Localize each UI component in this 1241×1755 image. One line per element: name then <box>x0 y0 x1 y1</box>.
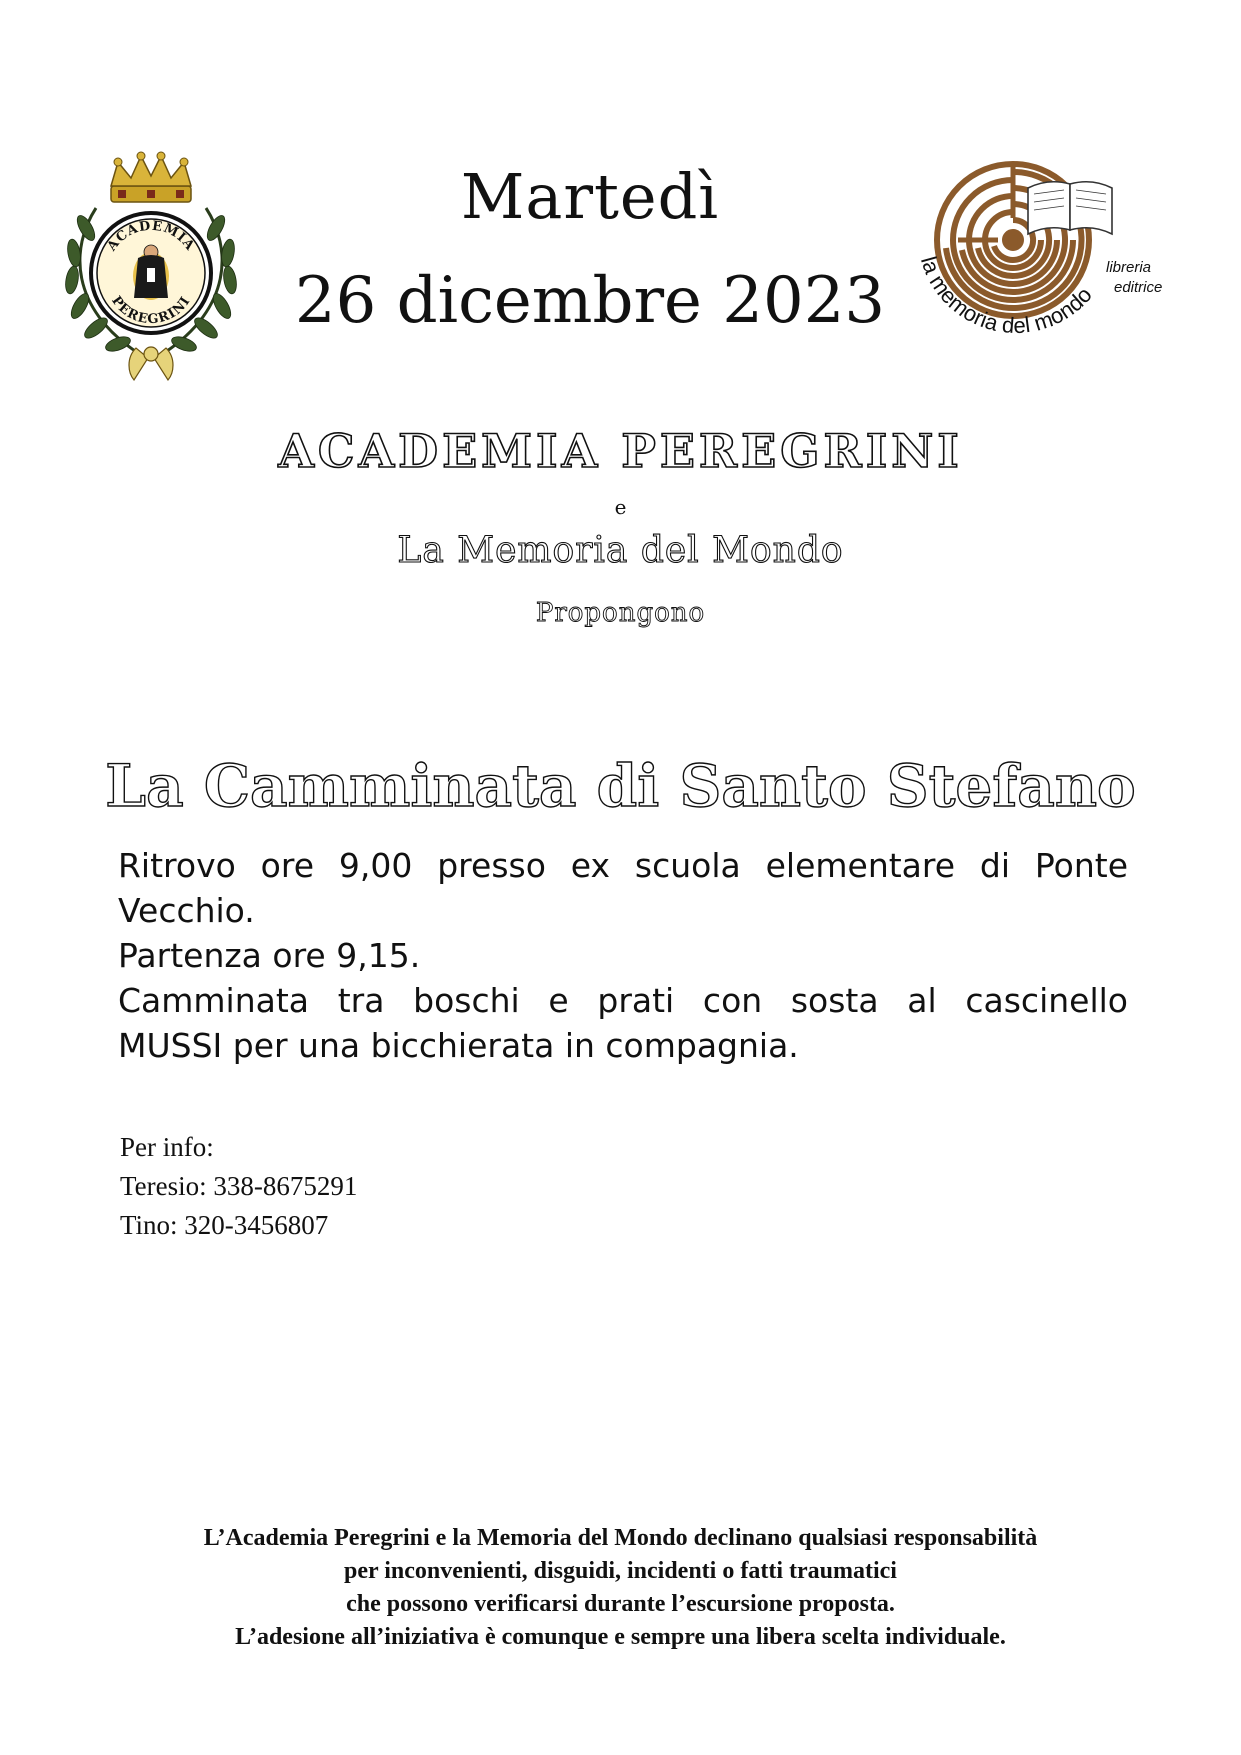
date-full: 26 dicembre 2023 <box>294 264 886 338</box>
description-line: MUSSI per una bicchierata in compagnia. <box>118 1026 799 1065</box>
contact-line: Teresio: 338-8675291 <box>120 1171 358 1201</box>
propose-label: Propongono <box>535 598 706 628</box>
organizer-secondary: La Memoria del Mondo <box>397 530 844 571</box>
crest-top-text: ACADEMIA <box>104 218 198 254</box>
disclaimer-line: per inconvenienti, disguidi, incidenti o fatti traumatici <box>344 1558 897 1584</box>
description-line: Partenza ore 9,15. <box>118 936 421 975</box>
event-title: La Camminata di Santo Stefano <box>105 752 1136 820</box>
organizer-conjunction: e <box>614 495 627 519</box>
disclaimer-line: che possono verificarsi durante l’escursione proposta. <box>346 1591 895 1617</box>
brand-side-line1: libreria <box>1106 259 1152 276</box>
disclaimer <box>0 1522 1241 1654</box>
event-description <box>118 843 1128 1068</box>
crest-bottom-text: PEREGRINI <box>108 293 194 328</box>
arc-brand-text: la memoria del mondo <box>915 253 1097 339</box>
description-line: Vecchio. <box>118 891 255 930</box>
brand-side-line2: editrice <box>1114 279 1163 296</box>
organizer-primary: ACADEMIA PEREGRINI <box>278 424 963 478</box>
disclaimer-line: L’Academia Peregrini e la Memoria del Mondo declinano qualsiasi responsabilità <box>203 1525 1038 1551</box>
description-line: Ritrovo ore 9,00 presso ex scuola elementare di Ponte <box>118 846 1128 885</box>
contact-heading: Per info: <box>120 1132 214 1162</box>
contact-info <box>120 1128 357 1245</box>
ribbon-icon <box>129 347 173 380</box>
description-line: Camminata tra boschi e prati con sosta al cascinello <box>118 981 1128 1020</box>
date-weekday: Martedì <box>460 160 720 233</box>
disclaimer-line: L’adesione all’iniziativa è comunque e sempre una libera scelta individuale. <box>235 1624 1006 1650</box>
contact-line: Tino: 320-3456807 <box>120 1210 329 1240</box>
